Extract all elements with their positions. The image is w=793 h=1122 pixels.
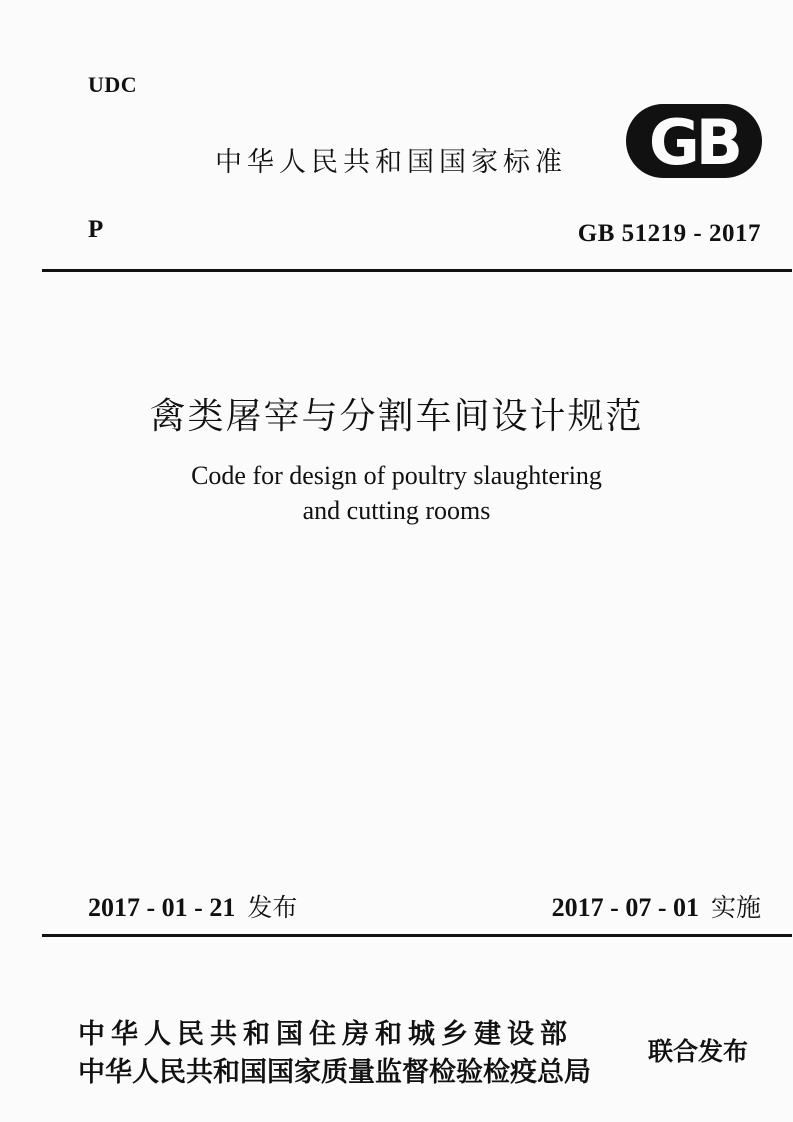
title-english-line2: and cutting rooms bbox=[302, 496, 491, 525]
gb-logo bbox=[624, 100, 764, 182]
issuer-line1: 中华人民共和国住房和城乡建设部 bbox=[78, 1019, 573, 1050]
standard-number: GB 51219 - 2017 bbox=[577, 220, 761, 247]
issuer-line2: 中华人民共和国国家质量监督检验检疫总局 bbox=[78, 1057, 591, 1088]
udc-label: UDC bbox=[88, 72, 138, 97]
implement-date-block bbox=[552, 888, 761, 924]
implement-label: 实施 bbox=[710, 893, 761, 922]
svg-text:GB: GB bbox=[648, 106, 740, 179]
title-chinese: 禽类屠宰与分割车间设计规范 bbox=[149, 396, 644, 437]
implement-date: 2017 - 07 - 01 bbox=[551, 893, 699, 922]
issue-label: 发布 bbox=[247, 893, 298, 922]
issue-date: 2017 - 01 - 21 bbox=[88, 893, 236, 922]
title-english bbox=[0, 458, 793, 528]
classification-code: P bbox=[88, 216, 104, 243]
joint-issue-label: 联合发布 bbox=[648, 1037, 749, 1066]
national-standard-heading: 中华人民共和国国家标准 bbox=[215, 147, 567, 178]
title-english-line1: Code for design of poultry slaughtering bbox=[191, 461, 602, 490]
issue-date-block bbox=[88, 888, 297, 924]
bottom-divider bbox=[42, 934, 792, 937]
top-divider bbox=[42, 269, 792, 272]
